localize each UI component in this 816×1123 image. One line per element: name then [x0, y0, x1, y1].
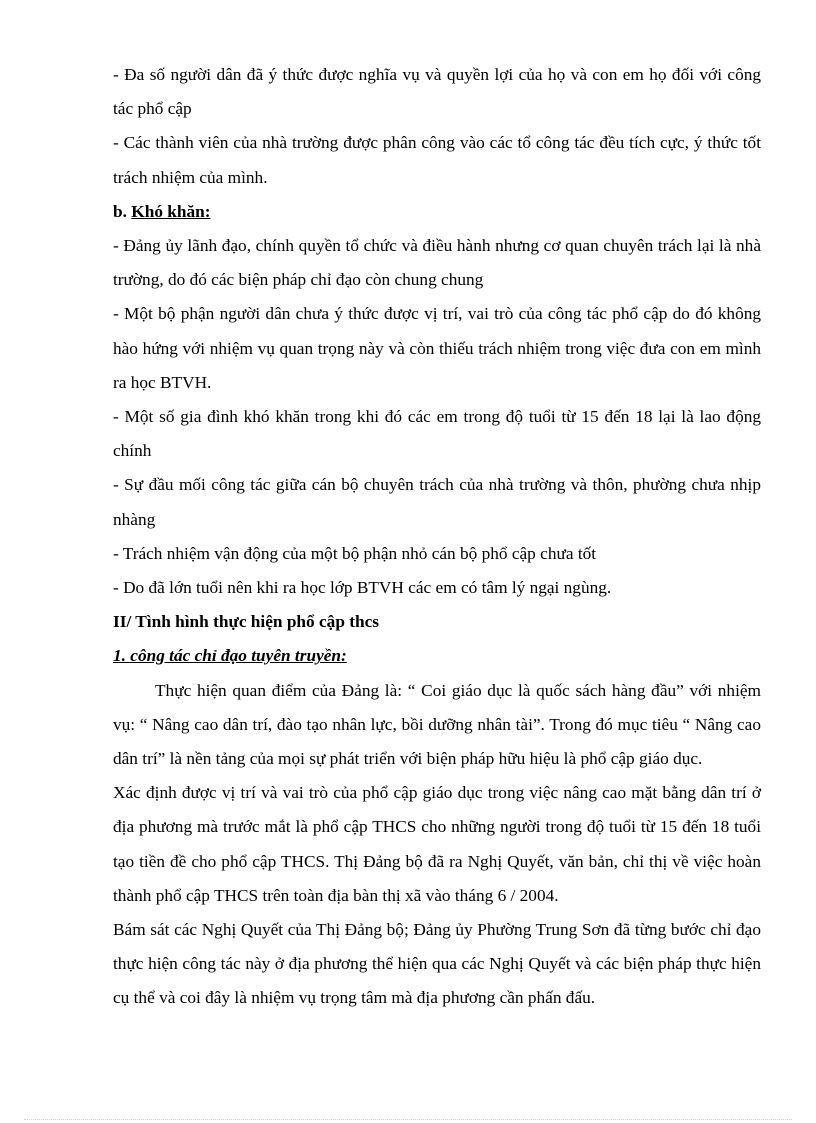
paragraph-advantage-2: - Các thành viên của nhà trường được phân công vào các tổ công tác đều tích cực, ý thức tốt trách nhiệm của mình. — [113, 133, 761, 187]
paragraph-difficulty-2: - Một bộ phận người dân chưa ý thức được vị trí, vai trò của công tác phổ cập do đó không hào hứng với nhiệm vụ quan trọng này và còn thiếu trách nhiệm trong việc đưa con em mình ra học BTVH. — [113, 304, 761, 392]
paragraph-advantage-1: - Đa số người dân đã ý thức được nghĩa vụ và quyền lợi của họ và con em họ đối với công tác phổ cập — [113, 65, 761, 119]
paragraph-difficulty-1: - Đảng ủy lãnh đạo, chính quyền tổ chức và điều hành nhưng cơ quan chuyên trách lại là nhà trường, do đó các biện pháp chỉ đạo còn chung chung — [113, 236, 761, 290]
paragraph-difficulty-4: - Sự đầu mối công tác giữa cán bộ chuyên trách của nhà trường và thôn, phường chưa nhịp nhàng — [113, 475, 761, 529]
heading-difficulties — [113, 195, 761, 229]
document-page — [113, 58, 761, 1016]
page-bottom-border — [24, 1119, 792, 1120]
heading-difficulties-prefix: b. — [113, 201, 132, 221]
section-heading-ii: II/ Tình hình thực hiện phổ cập thcs — [113, 612, 380, 632]
paragraph-policy: Thực hiện quan điểm của Đảng là: “ Coi giáo dục là quốc sách hàng đầu” với nhiệm vụ: “ Nâng cao dân trí, đào tạo nhân lực, bồi dưỡng nhân tài”. Trong đó mục tiêu “ Nâng cao dân trí” là nền tảng của mọi sự phát triển với biện pháp hữu hiệu là phổ cập giáo dục. — [113, 680, 761, 769]
paragraph-position: Xác định được vị trí và vai trò của phổ cập giáo dục trong việc nâng cao mặt bằng dân trí ở địa phương mà trước mắt là phổ cập THCS cho những người trong độ tuổi từ 15 đến 18 tuổi tạo tiền đề cho phổ cập THCS. Thị Đảng bộ đã ra Nghị Quyết, văn bản, chỉ thị về việc hoàn thành phổ cập THCS trên toàn địa bàn thị xã vào tháng 6 / 2004. — [113, 783, 761, 905]
paragraph-difficulty-3: - Một số gia đình khó khăn trong khi đó các em trong độ tuổi từ 15 đến 18 lại là lao động chính — [113, 407, 761, 461]
heading-difficulties-label: Khó khăn: — [131, 201, 211, 221]
paragraph-difficulty-5: - Trách nhiệm vận động của một bộ phận nhỏ cán bộ phổ cập chưa tốt — [113, 543, 597, 563]
paragraph-difficulty-6: - Do đã lớn tuổi nên khi ra học lớp BTVH các em có tâm lý ngại ngùng. — [113, 578, 612, 598]
paragraph-following: Bám sát các Nghị Quyết của Thị Đảng bộ; Đảng ủy Phường Trung Sơn đã từng bước chỉ đạo thực hiện công tác này ở địa phương thể hiện qua các Nghị Quyết và các biện pháp thực hiện cụ thể và coi đây là nhiệm vụ trọng tâm mà địa phương cần phấn đấu. — [113, 920, 761, 1008]
subsection-heading-1: 1. công tác chỉ đạo tuyên truyền: — [113, 646, 347, 666]
